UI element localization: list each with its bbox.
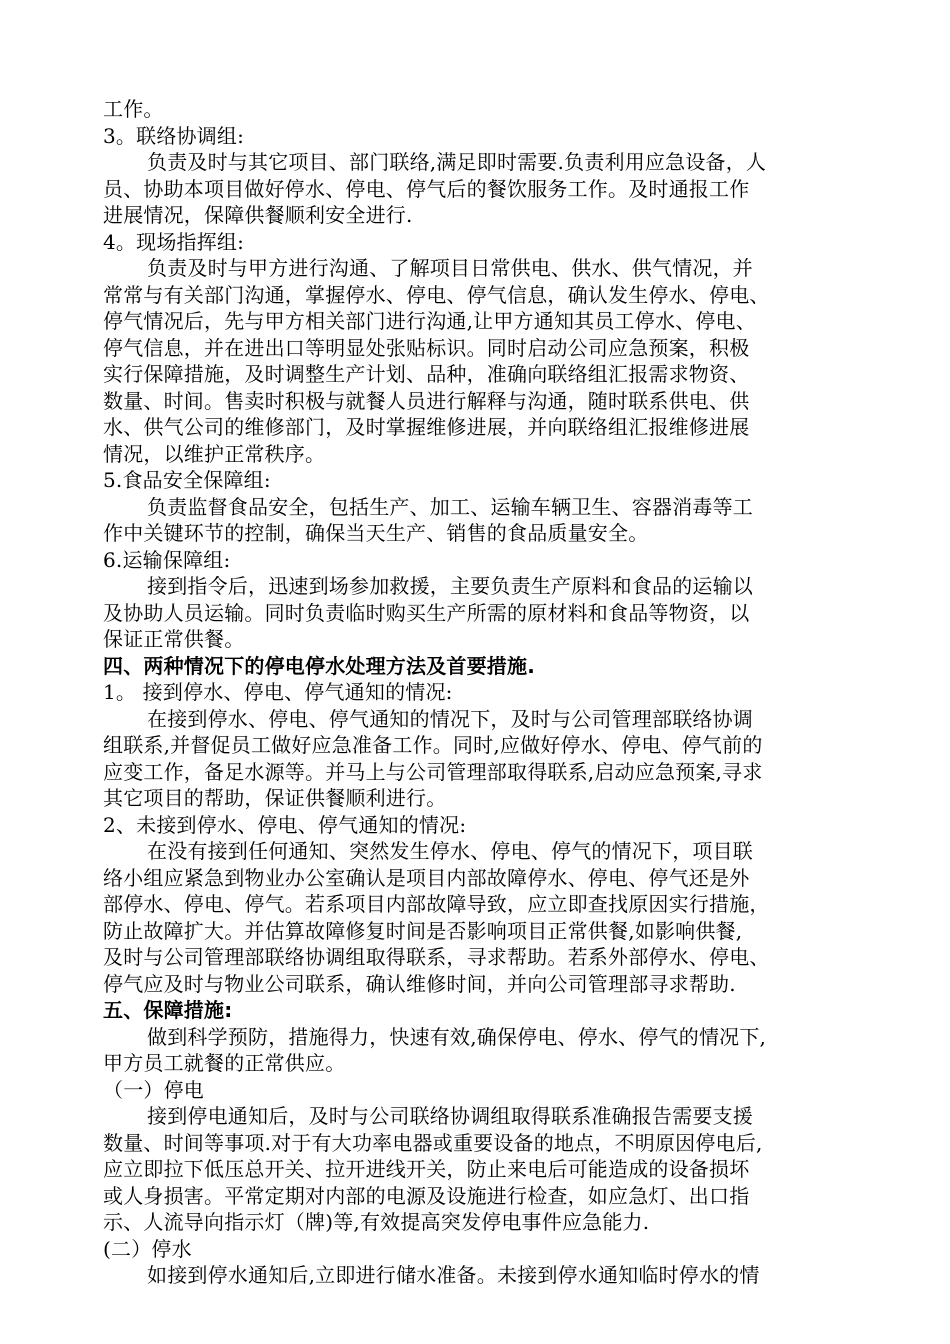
text-line: 做到科学预防，措施得力，快速有效,确保停电、停水、停气的情况下, xyxy=(147,1024,767,1049)
text-line: 其它项目的帮助，保证供餐顺利进行。 xyxy=(103,786,447,810)
text-line: 情况，以维护正常秩序。 xyxy=(103,441,326,466)
subsection-heading-water-outage: (二）停水 xyxy=(103,1236,192,1261)
text-line: 停气情况后，先与甲方相关部门进行沟通,让甲方通知其员工停水、停电、 xyxy=(103,309,756,333)
text-line: 接到指令后，迅速到场参加救援，主要负责生产原料和食品的运输以 xyxy=(147,574,753,598)
subsection-heading: 1。 接到停水、停电、停气通知的情况: xyxy=(103,680,453,704)
text-line: 停气信息，并在进出口等明显处张贴标识。同时启动公司应急预案，积极 xyxy=(103,335,750,360)
text-line: 数量、时间等事项.对于有大功率电器或重要设备的地点，不明原因停电后, xyxy=(103,1130,763,1155)
text-line: 或人身损害。平常定期对内部的电源及设施进行检查，如应急灯、出口指 xyxy=(103,1183,750,1208)
text-line: 实行保障措施，及时调整生产计划、品种，准确向联络组汇报需求物资、 xyxy=(103,362,750,386)
text-line: 负责及时与其它项目、部门联络,满足即时需要.负责利用应急设备，人 xyxy=(147,150,767,174)
text-line: 负责监督食品安全，包括生产、加工、运输车辆卫生、容器消毒等工 xyxy=(147,494,753,519)
text-line: 及时与公司管理部联络协调组取得联系，寻求帮助。若系外部停水、停电、 xyxy=(103,945,770,969)
text-line: 员、协助本项目做好停水、停电、停气后的餐饮服务工作。及时通报工作 xyxy=(103,176,750,201)
chapter-heading-four: 四、两种情况下的停电停水处理方法及首要措施. xyxy=(103,653,535,678)
subsection-heading-power-outage: （一）停电 xyxy=(103,1077,204,1102)
text-line: 常常与有关部门沟通，掌握停水、停电、停气信息，确认发生停水、停电、 xyxy=(103,282,770,307)
text-line: 组联系,并督促员工做好应急准备工作。同时,应做好停水、停电、停气前的 xyxy=(103,733,763,757)
text-line: 络小组应紧急到物业办公室确认是项目内部故障停水、停电、停气还是外 xyxy=(103,865,750,890)
text-line: 部停水、停电、停气。若系项目内部故障导致，应立即查找原因实行措施， xyxy=(103,892,770,916)
text-line: 甲方员工就餐的正常供应。 xyxy=(103,1051,346,1075)
text-line: 负责及时与甲方进行沟通、了解项目日常供电、供水、供气情况，并 xyxy=(147,256,753,280)
text-line: 在没有接到任何通知、突然发生停水、停电、停气的情况下，项目联 xyxy=(147,839,753,863)
chapter-heading-five: 五、保障措施: xyxy=(103,998,233,1022)
text-line: 保证正常供餐。 xyxy=(103,627,245,651)
section-heading-liaison: 3。联络协调组: xyxy=(103,123,245,148)
text-line: 应变工作，备足水源等。并马上与公司管理部取得联系,启动应急预案,寻求 xyxy=(103,759,763,784)
text-line: 接到停电通知后，及时与公司联络协调组取得联系准确报告需要支援 xyxy=(147,1104,753,1128)
text-line: 数量、时间。售卖时积极与就餐人员进行解释与沟通，随时联系供电、供 xyxy=(103,388,750,413)
text-line: 应立即拉下低压总开关、拉开进线开关，防止来电后可能造成的设备损坏 xyxy=(103,1157,750,1181)
section-heading-command: 4。现场指挥组: xyxy=(103,229,245,254)
section-heading-food-safety: 5.食品安全保障组: xyxy=(103,468,271,492)
text-line: 防止故障扩大。并估算故障修复时间是否影响项目正常供餐,如影响供餐, xyxy=(103,918,743,943)
section-heading-transport: 6.运输保障组: xyxy=(103,547,231,572)
text-line: 停气应及时与物业公司联系，确认维修时间，并向公司管理部寻求帮助. xyxy=(103,971,736,996)
text-line: 水、供气公司的维修部门，及时掌握维修进展，并向联络组汇报维修进展 xyxy=(103,415,750,439)
text-line: 作中关键环节的控制，确保当天生产、销售的食品质量安全。 xyxy=(103,521,649,545)
text-line: 进展情况，保障供餐顺利安全进行. xyxy=(103,203,413,227)
text-line: 示、人流导向指示灯（牌)等,有效提高突发停电事件应急能力. xyxy=(103,1210,650,1234)
subsection-heading: 2、未接到停水、停电、停气通知的情况: xyxy=(103,812,467,837)
text-line: 在接到停水、停电、停气通知的情况下，及时与公司管理部联络协调 xyxy=(147,706,753,731)
text-line: 工作。 xyxy=(103,97,164,121)
document-page xyxy=(103,96,855,1289)
text-line: 及协助人员运输。同时负责临时购买生产所需的原材料和食品等物资，以 xyxy=(103,600,750,625)
text-line: 如接到停水通知后,立即进行储水准备。未接到停水通知临时停水的情 xyxy=(147,1263,760,1287)
